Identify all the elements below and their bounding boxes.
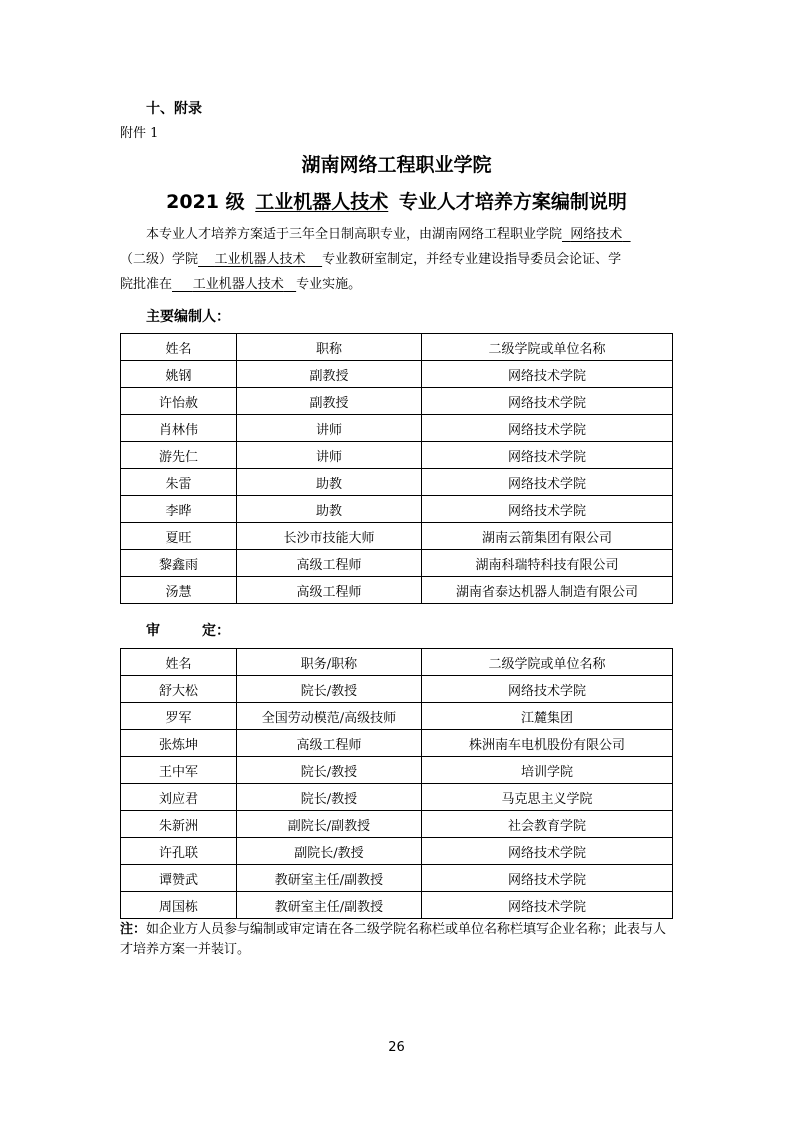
table-header-row	[121, 649, 673, 676]
cell-position: 高级工程师	[237, 730, 422, 757]
table-row	[121, 730, 673, 757]
title-suffix: 专业人才培养方案编制说明	[398, 191, 627, 213]
intro-paragraph	[120, 222, 676, 297]
table-row	[121, 838, 673, 865]
intro-major-2: 工业机器人技术	[192, 277, 284, 292]
cell-name: 谭赞武	[121, 865, 237, 892]
cell-position: 院长/教授	[237, 757, 422, 784]
cell-title: 讲师	[237, 442, 422, 469]
intro-text-2: （二级）学院	[120, 252, 199, 267]
cell-position: 教研室主任/副教授	[237, 865, 422, 892]
compilers-table	[120, 333, 673, 604]
cell-unit: 网络技术学院	[422, 838, 673, 865]
annex-label: 附件 1	[120, 126, 159, 141]
intro-text-5: 专业实施。	[296, 277, 362, 292]
table-row	[121, 361, 673, 388]
header-unit: 二级学院或单位名称	[422, 334, 673, 361]
intro-text-1: 本专业人才培养方案适于三年全日制高职专业，由湖南网络工程职业学院	[146, 227, 563, 242]
cell-unit: 株洲南车电机股份有限公司	[422, 730, 673, 757]
title-major: 工业机器人技术	[255, 191, 389, 213]
cell-unit: 网络技术学院	[422, 496, 673, 523]
table-row	[121, 496, 673, 523]
page-number: 26	[388, 1040, 405, 1055]
footnote	[120, 920, 676, 960]
cell-name: 肖林伟	[121, 415, 237, 442]
document-title	[0, 187, 793, 214]
table-row	[121, 388, 673, 415]
cell-name: 夏旺	[121, 523, 237, 550]
intro-text-3: 专业教研室制定，并经专业建设指导委员会论证、学	[322, 252, 622, 267]
compilers-heading: 主要编制人：	[146, 309, 230, 325]
cell-position: 全国劳动模范/高级技师	[237, 703, 422, 730]
cell-name: 朱新洲	[121, 811, 237, 838]
reviewers-table	[120, 648, 673, 919]
cell-unit: 网络技术学院	[422, 388, 673, 415]
table-header-row	[121, 334, 673, 361]
cell-title: 副教授	[237, 361, 422, 388]
note-text: 如企业方人员参与编制或审定请在各二级学院名称栏或单位名称栏填写企业名称；此表与人才培养方案一并装订。	[120, 922, 667, 957]
header-position: 职务/职称	[237, 649, 422, 676]
table-row	[121, 811, 673, 838]
cell-name: 许孔联	[121, 838, 237, 865]
cell-position: 院长/教授	[237, 784, 422, 811]
header-title: 职称	[237, 334, 422, 361]
cell-name: 许怡赦	[121, 388, 237, 415]
cell-unit: 网络技术学院	[422, 469, 673, 496]
cell-position: 副院长/教授	[237, 838, 422, 865]
cell-name: 游先仁	[121, 442, 237, 469]
table-row	[121, 415, 673, 442]
cell-unit: 马克思主义学院	[422, 784, 673, 811]
cell-unit: 网络技术学院	[422, 361, 673, 388]
table-row	[121, 757, 673, 784]
cell-unit: 湖南省泰达机器人制造有限公司	[422, 577, 673, 604]
cell-name: 朱雷	[121, 469, 237, 496]
cell-name: 王中军	[121, 757, 237, 784]
cell-unit: 网络技术学院	[422, 415, 673, 442]
cell-name: 周国栋	[121, 892, 237, 919]
cell-unit: 网络技术学院	[422, 676, 673, 703]
cell-title: 高级工程师	[237, 577, 422, 604]
intro-school: 网络技术	[570, 227, 623, 242]
cell-name: 李晔	[121, 496, 237, 523]
cell-position: 院长/教授	[237, 676, 422, 703]
cell-name: 刘应君	[121, 784, 237, 811]
cell-unit: 网络技术学院	[422, 865, 673, 892]
title-prefix: 2021 级	[166, 191, 245, 213]
cell-name: 黎鑫雨	[121, 550, 237, 577]
table-row	[121, 550, 673, 577]
header-name: 姓名	[121, 334, 237, 361]
cell-unit: 湖南科瑞特科技有限公司	[422, 550, 673, 577]
intro-major: 工业机器人技术	[214, 252, 306, 267]
reviewers-heading: 审 定：	[146, 623, 230, 639]
section-heading: 十、附录	[146, 101, 202, 117]
cell-name: 姚钢	[121, 361, 237, 388]
cell-unit: 培训学院	[422, 757, 673, 784]
note-label: 注：	[120, 922, 147, 937]
cell-name: 罗军	[121, 703, 237, 730]
header-unit: 二级学院或单位名称	[422, 649, 673, 676]
cell-name: 舒大松	[121, 676, 237, 703]
cell-name: 张炼坤	[121, 730, 237, 757]
cell-title: 助教	[237, 469, 422, 496]
cell-unit: 社会教育学院	[422, 811, 673, 838]
header-name: 姓名	[121, 649, 237, 676]
cell-position: 副院长/副教授	[237, 811, 422, 838]
table-row	[121, 469, 673, 496]
table-row	[121, 892, 673, 919]
table-row	[121, 703, 673, 730]
table-row	[121, 442, 673, 469]
table-row	[121, 523, 673, 550]
cell-title: 高级工程师	[237, 550, 422, 577]
intro-text-4: 院批准在	[120, 277, 173, 292]
cell-position: 教研室主任/副教授	[237, 892, 422, 919]
cell-title: 长沙市技能大师	[237, 523, 422, 550]
cell-title: 讲师	[237, 415, 422, 442]
cell-unit: 网络技术学院	[422, 892, 673, 919]
cell-name: 汤慧	[121, 577, 237, 604]
cell-title: 副教授	[237, 388, 422, 415]
table-row	[121, 865, 673, 892]
institution-name: 湖南网络工程职业学院	[301, 154, 492, 176]
cell-unit: 湖南云箭集团有限公司	[422, 523, 673, 550]
table-row	[121, 676, 673, 703]
cell-title: 助教	[237, 496, 422, 523]
table-row	[121, 784, 673, 811]
table-row	[121, 577, 673, 604]
cell-unit: 网络技术学院	[422, 442, 673, 469]
cell-unit: 江麓集团	[422, 703, 673, 730]
